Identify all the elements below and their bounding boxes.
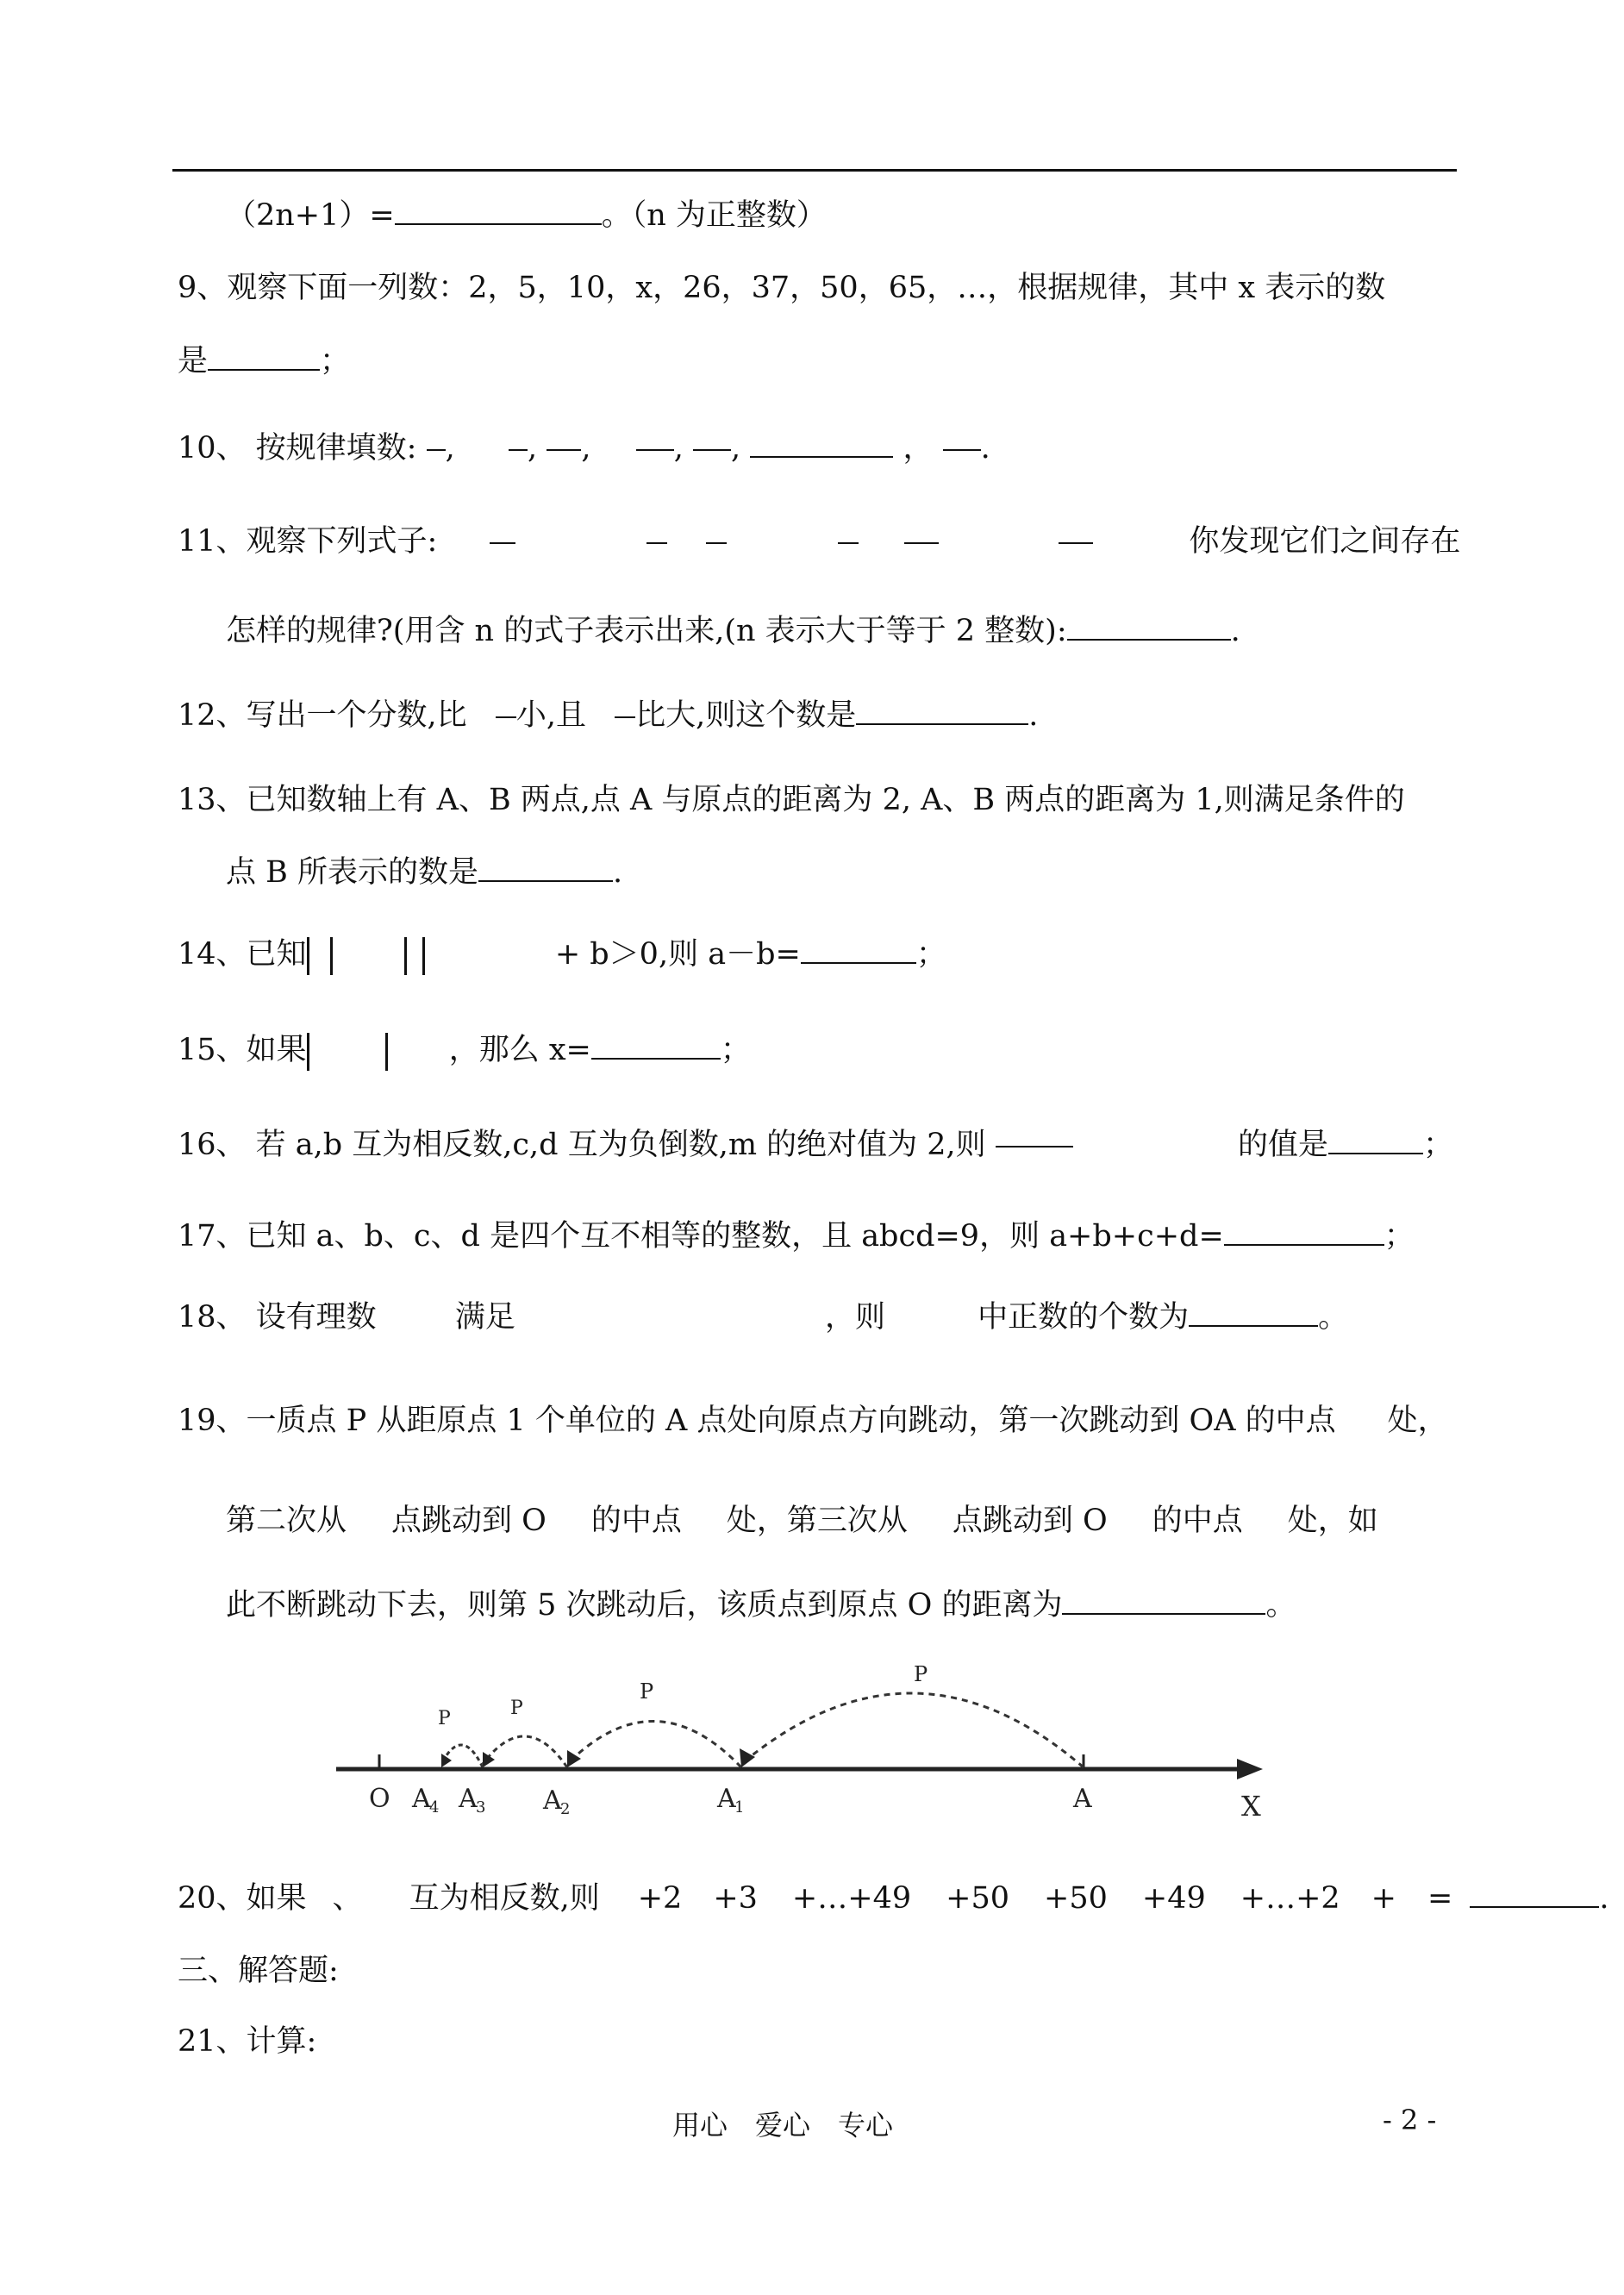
label-a1: A <box>717 1784 736 1814</box>
label-p-1: P <box>914 1662 928 1686</box>
section-3-heading: 三、解答题: <box>178 1954 339 1988</box>
text: 处， <box>1387 1404 1448 1438</box>
arrowhead-1 <box>740 1748 755 1767</box>
question-21: 21、计算: <box>178 2024 317 2059</box>
text: ； <box>1422 1128 1453 1162</box>
answer-blank <box>208 343 320 371</box>
answer-blank <box>1328 1127 1423 1154</box>
jump-arc-1 <box>741 1693 1084 1767</box>
text: 11、观察下列式子: <box>178 524 438 559</box>
text: 处，如 <box>1287 1504 1378 1538</box>
abs-bar <box>307 1033 309 1071</box>
answer-blank <box>1189 1299 1318 1327</box>
question-8-continuation <box>226 197 827 235</box>
text: ； <box>915 937 946 972</box>
label-a3: A <box>459 1784 478 1814</box>
text: 点 B 所表示的数是 <box>226 855 478 890</box>
question-12 <box>178 697 1038 735</box>
abs-bar <box>404 937 407 975</box>
label-x: X <box>1241 1790 1261 1823</box>
text: , <box>445 431 455 466</box>
text: 怎样的规律?(用含 n 的式子表示出来,(n 表示大于等于 2 整数): <box>226 614 1067 648</box>
fraction-bar <box>509 449 528 451</box>
text: ，那么 x= <box>448 1033 591 1067</box>
text: , <box>731 431 741 466</box>
question-20 <box>178 1879 1608 1917</box>
fraction-bar <box>646 542 667 544</box>
fraction-bar <box>996 1146 1073 1148</box>
text: 的中点 <box>1152 1504 1243 1538</box>
text: 、 <box>332 1881 363 1916</box>
text: 满足 <box>454 1300 515 1335</box>
text: 19、一质点 P 从距原点 1 个单位的 A 点处向原点方向跳动，第一次跳动到 OA 的中点 <box>178 1404 1336 1438</box>
text: +49 <box>1141 1881 1206 1916</box>
text: . <box>980 431 990 466</box>
header-rule <box>172 169 1457 172</box>
text: 中正数的个数为 <box>978 1300 1190 1335</box>
jump-arc-3 <box>483 1736 567 1767</box>
fraction-bar <box>706 542 727 544</box>
question-16 <box>178 1126 1453 1164</box>
question-9-line-1: 9、观察下面一列数：2，5，10，x，26，37，50，65，…，根据规律，其中 x 表示的数 <box>178 271 1386 305</box>
jump-arc-4 <box>441 1745 483 1767</box>
answer-blank <box>591 1032 721 1060</box>
fraction-bar <box>636 449 674 451</box>
fraction-bar <box>615 716 635 718</box>
arrowhead-3 <box>483 1752 495 1767</box>
text: ； <box>1384 1219 1415 1254</box>
answer-blank <box>1067 613 1231 641</box>
text: 15、如果 <box>178 1033 307 1067</box>
page-number: - 2 - <box>1383 2104 1437 2136</box>
text: . <box>1599 1881 1609 1916</box>
jump-arc-2 <box>567 1721 741 1767</box>
text: = <box>1427 1881 1453 1916</box>
text: , <box>581 431 591 466</box>
answer-blank <box>1470 1880 1599 1908</box>
answer-blank <box>478 854 613 882</box>
abs-bar <box>385 1033 388 1071</box>
label-a3-sub: 3 <box>476 1798 486 1817</box>
label-a4: A <box>412 1784 431 1814</box>
label-p-3: P <box>510 1698 523 1719</box>
text: 的值是 <box>1237 1128 1328 1162</box>
text: 10、 按规律填数: <box>178 431 417 466</box>
question-15 <box>178 1031 751 1071</box>
question-19-line-1 <box>178 1402 1448 1440</box>
text: +…+49 <box>791 1881 912 1916</box>
text: + <box>1371 1881 1396 1916</box>
footer-motto: 用心 爱心 专心 <box>672 2109 894 2142</box>
text: , <box>528 431 538 466</box>
text: + b＞0,则 a－b= <box>554 937 801 972</box>
abs-bar <box>422 937 425 975</box>
text: ； <box>320 344 351 378</box>
text: 。 <box>1318 1300 1349 1335</box>
question-11-line-2 <box>226 612 1240 650</box>
question-19-line-3 <box>226 1586 1296 1624</box>
text: , <box>673 431 684 466</box>
text: ； <box>720 1033 751 1067</box>
text: 点跳动到 O <box>391 1504 547 1538</box>
fraction-bar <box>904 542 939 544</box>
label-o: O <box>369 1784 390 1814</box>
text: 小,且 <box>515 698 586 733</box>
text: 16、 若 a,b 互为相反数,c,d 互为负倒数,m 的绝对值为 2,则 <box>178 1128 986 1162</box>
text: ，则 <box>824 1300 885 1335</box>
answer-blank <box>1224 1218 1384 1246</box>
text: +…+2 <box>1240 1881 1340 1916</box>
question-13-line-2 <box>226 854 622 891</box>
label-a2-sub: 2 <box>560 1800 571 1818</box>
answer-blank <box>395 197 602 225</box>
abs-bar <box>307 937 309 975</box>
number-line-svg <box>328 1629 1276 1836</box>
fraction-bar <box>838 542 859 544</box>
answer-blank <box>750 430 893 458</box>
text: +2 <box>637 1881 683 1916</box>
fraction-bar <box>427 449 446 451</box>
question-14 <box>178 935 946 975</box>
text: 处，第三次从 <box>726 1504 908 1538</box>
question-18 <box>178 1298 1348 1336</box>
question-17 <box>178 1217 1415 1255</box>
text: 第二次从 <box>226 1504 347 1538</box>
number-line-diagram <box>328 1629 1276 1836</box>
label-a2: A <box>543 1785 562 1816</box>
text: +50 <box>1044 1881 1108 1916</box>
fraction-bar <box>693 449 731 451</box>
text: 的中点 <box>590 1504 682 1538</box>
answer-blank <box>856 697 1028 725</box>
label-a4-sub: 4 <box>429 1798 440 1817</box>
fraction-bar <box>943 449 981 451</box>
text: 20、如果 <box>178 1881 307 1916</box>
text: （2n+1）= <box>226 198 395 233</box>
axis-arrow <box>1237 1759 1263 1779</box>
text: ， <box>903 431 934 466</box>
question-19-line-2 <box>226 1502 1378 1540</box>
fraction-bar <box>547 449 581 451</box>
text: . <box>1028 698 1039 733</box>
text: . <box>1230 614 1240 648</box>
question-9-line-2 <box>178 342 350 380</box>
question-10 <box>178 429 990 467</box>
text: 点跳动到 O <box>952 1504 1108 1538</box>
fraction-bar <box>496 716 516 718</box>
text: +50 <box>946 1881 1009 1916</box>
question-13-line-1: 13、已知数轴上有 A、B 两点,点 A 与原点的距离为 2, A、B 两点的距离为 1,则满足条件的 <box>178 783 1405 817</box>
text: 。 <box>1265 1588 1296 1623</box>
text: 你发现它们之间存在 <box>1189 524 1461 559</box>
text: 比大,则这个数是 <box>635 698 857 733</box>
text: 14、已知 <box>178 937 307 972</box>
text: . <box>612 855 623 890</box>
label-a1-sub: 1 <box>734 1798 745 1817</box>
label-p-4: P <box>438 1708 451 1729</box>
label-p-2: P <box>640 1679 654 1704</box>
text: +3 <box>713 1881 758 1916</box>
abs-bar <box>330 937 333 975</box>
text: 17、已知 a、b、c、d 是四个互不相等的整数，且 abcd=9，则 a+b+c+d= <box>178 1219 1224 1254</box>
text: 18、 设有理数 <box>178 1300 377 1335</box>
question-11-line-1 <box>178 522 1460 560</box>
arrowhead-4 <box>441 1754 452 1767</box>
fraction-bar <box>490 542 515 544</box>
label-a: A <box>1073 1784 1092 1814</box>
fraction-bar <box>1059 542 1093 544</box>
text: 此不断跳动下去，则第 5 次跳动后，该质点到原点 O 的距离为 <box>226 1588 1063 1623</box>
answer-blank <box>801 936 916 964</box>
text: 12、写出一个分数,比 <box>178 698 467 733</box>
answer-blank <box>1062 1587 1265 1615</box>
text: 是 <box>178 344 209 378</box>
text: 互为相反数,则 <box>409 1881 600 1916</box>
text: 。（n 为正整数） <box>601 198 827 233</box>
